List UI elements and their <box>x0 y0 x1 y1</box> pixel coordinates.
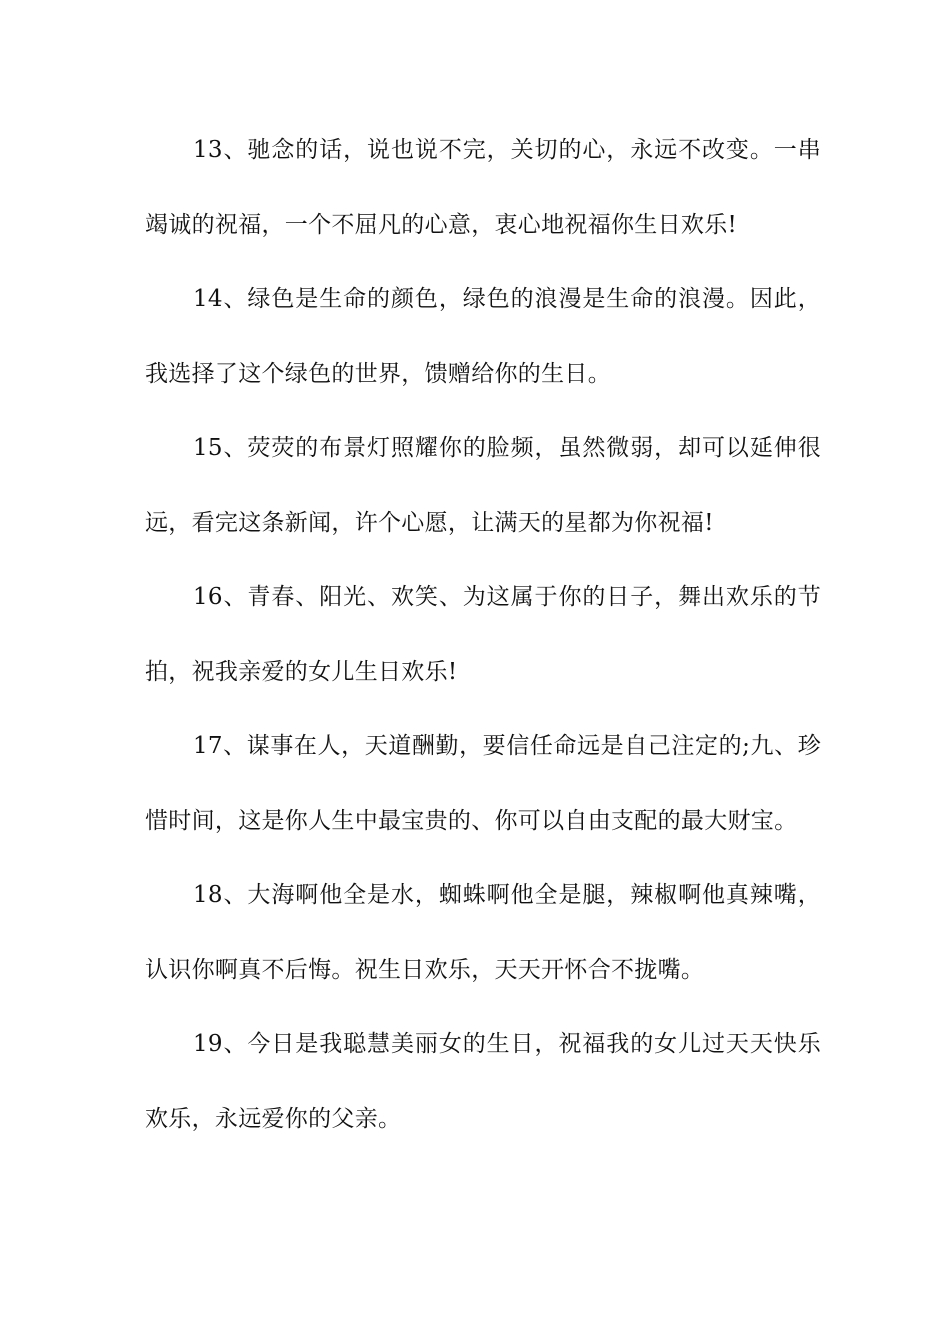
paragraph-16: 16、青春、阳光、欢笑、为这属于你的日子，舞出欢乐的节拍，祝我亲爱的女儿生日欢乐! <box>145 584 821 685</box>
paragraph-15: 15、荧荧的布景灯照耀你的脸频，虽然微弱，却可以延伸很远，看完这条新闻，许个心愿，让满天的星都为你祝福! <box>145 435 821 536</box>
document-body <box>145 113 821 1156</box>
paragraph-13: 13、驰念的话，说也说不完，关切的心，永远不改变。一串竭诚的祝福，一个不屈凡的心意，衷心地祝福你生日欢乐! <box>145 137 821 238</box>
paragraph-18: 18、大海啊他全是水，蜘蛛啊他全是腿，辣椒啊他真辣嘴，认识你啊真不后悔。祝生日欢乐，天天开怀合不拢嘴。 <box>145 882 821 983</box>
paragraph-17: 17、谋事在人，天道酬勤，要信任命远是自己注定的;九、珍惜时间，这是你人生中最宝贵的、你可以自由支配的最大财宝。 <box>145 733 821 834</box>
paragraph-14: 14、绿色是生命的颜色，绿色的浪漫是生命的浪漫。因此，我选择了这个绿色的世界，馈赠给你的生日。 <box>145 286 821 387</box>
paragraph-19: 19、今日是我聪慧美丽女的生日，祝福我的女儿过天天快乐欢乐，永远爱你的父亲。 <box>145 1031 821 1132</box>
